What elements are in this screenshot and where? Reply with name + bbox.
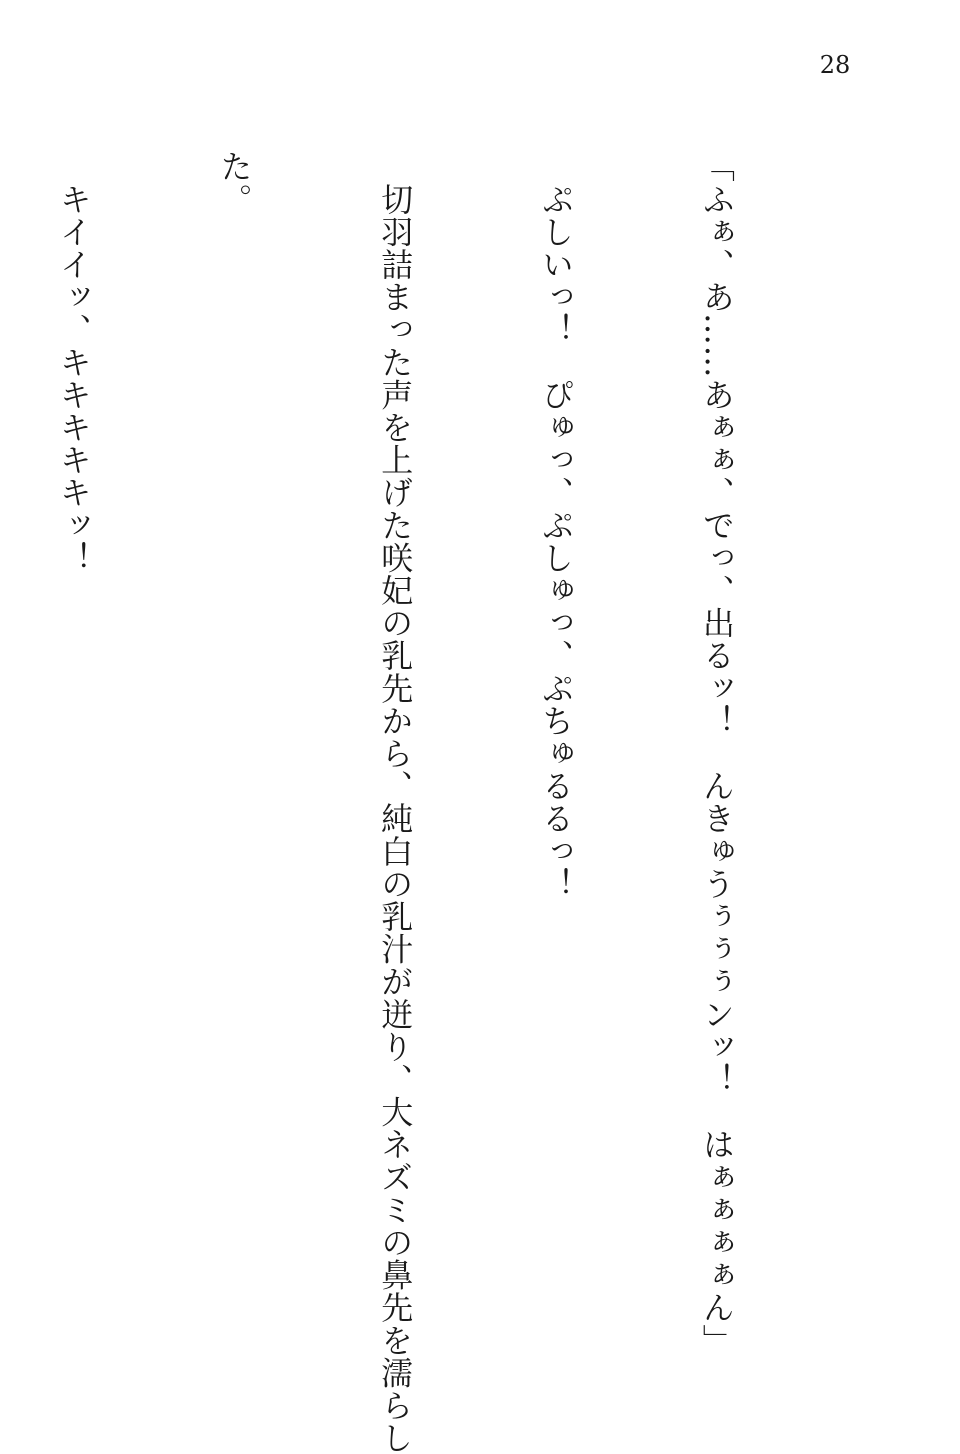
text-line: ぷしいっ！ ぴゅっ、ぷしゅっ、ぷちゅるるっ！: [537, 150, 576, 900]
vertical-text-body: [54, 150, 850, 1454]
page-number: 28: [819, 51, 851, 79]
text-line: た。: [215, 150, 254, 216]
text-line: 切羽詰まった声を上げた咲妃の乳先から、純白の乳汁が迸り、大ネズミの鼻先を濡らし: [376, 150, 415, 1454]
text-line: キイイッ、キキキキキッ！: [54, 150, 93, 574]
text-line: 「ふぁ、あ……あぁぁ、でっ、出るッ！ んきゅうぅぅぅンッ！ はぁぁぁぁん」: [697, 150, 736, 1357]
